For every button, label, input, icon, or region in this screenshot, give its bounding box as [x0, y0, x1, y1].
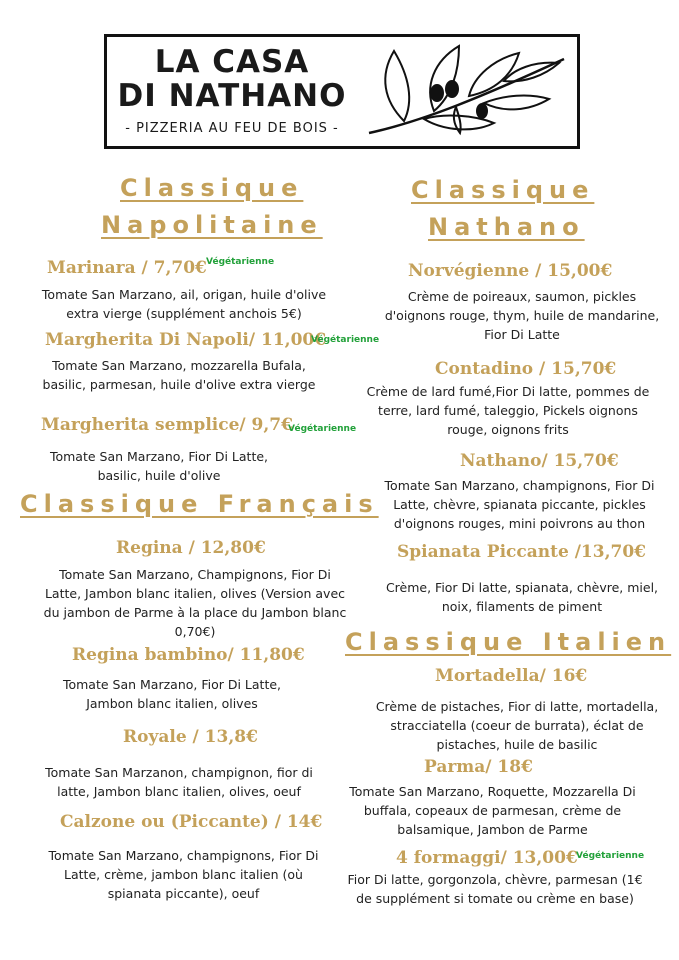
- logo-line-1: LA CASA: [154, 44, 310, 80]
- pizza-name-marinara: Marinara / 7,70€: [47, 258, 207, 278]
- pizza-desc-regina-bambino: Tomate San Marzano, Fior Di Latte, Jambon blanc italien, olives: [62, 677, 282, 711]
- pizza-name-mortadella: Mortadella/ 16€: [435, 666, 588, 686]
- pizza-name-royale: Royale / 13,8€: [123, 727, 258, 747]
- logo-box: [104, 34, 580, 149]
- pizza-desc-calzone: Tomate San Marzano, champignons, Fior Di Latte, crème, jambon blanc italien (où spianata piccante), oeuf: [48, 848, 319, 901]
- logo-line-2: DI NATHANO: [117, 78, 347, 114]
- pizza-desc-4-formaggi: Fior Di latte, gorgonzola, chèvre, parmesan (1€ de supplément si tomate ou crème en base): [347, 872, 643, 906]
- pizza-desc-contadino: Crème de lard fumé,Fior Di latte, pommes de terre, lard fumé, taleggio, Pickels oignons rouge, oignons frits: [366, 384, 650, 437]
- pizza-name-margherita-napoli: Margherita Di Napoli/ 11,00€: [45, 330, 327, 350]
- pizza-desc-spianata: Crème, Fior Di latte, spianata, chèvre, miel, noix, filaments de piment: [385, 580, 659, 614]
- pizza-name-margherita-semplice: Margherita semplice/ 9,7€: [41, 415, 293, 435]
- pizza-desc-margherita-semplice: Tomate San Marzano, Fior Di Latte, basilic, huile d'olive: [49, 449, 269, 483]
- section-title-italien: Classique Italien: [345, 628, 672, 656]
- pizza-name-regina: Regina / 12,80€: [116, 538, 266, 558]
- veg-badge: Végétarienne: [311, 335, 380, 345]
- logo-tagline: - PIZZERIA AU FEU DE BOIS -: [125, 121, 339, 136]
- section-title-napolitaine-1: Classique: [120, 174, 304, 202]
- section-title-nathano-2: Nathano: [428, 213, 585, 241]
- pizza-name-nathano: Nathano/ 15,70€: [460, 451, 619, 471]
- pizza-desc-norvegienne: Crème de poireaux, saumon, pickles d'oignons rouge, thym, huile de mandarine, Fior Di Latte: [384, 289, 660, 342]
- section-title-nathano-1: Classique: [411, 176, 595, 204]
- section-title-francais: Classique Français: [20, 490, 379, 518]
- pizza-name-regina-bambino: Regina bambino/ 11,80€: [72, 645, 305, 665]
- pizza-name-spianata: Spianata Piccante /13,70€: [397, 542, 646, 562]
- pizza-name-calzone: Calzone ou (Piccante) / 14€: [60, 812, 323, 832]
- olive-branch-icon: [364, 41, 569, 141]
- pizza-desc-regina: Tomate San Marzano, Champignons, Fior Di Latte, Jambon blanc italien, olives (Version avec du jambon de Parme à la place du Jambon blanc 0,70€): [43, 567, 347, 639]
- pizza-desc-marinara: Tomate San Marzano, ail, origan, huile d'olive extra vierge (supplément anchois 5€): [41, 287, 327, 321]
- veg-badge: Végétarienne: [288, 424, 357, 434]
- veg-badge: Végétarienne: [576, 851, 645, 861]
- pizza-desc-parma: Tomate San Marzano, Roquette, Mozzarella Di buffala, copeaux de parmesan, crème de balsamique, Jambon de Parme: [349, 784, 636, 837]
- veg-badge: Végétarienne: [206, 257, 275, 267]
- section-title-napolitaine-2: Napolitaine: [101, 211, 323, 239]
- pizza-name-4-formaggi: 4 formaggi/ 13,00€: [396, 848, 578, 868]
- pizza-desc-royale: Tomate San Marzanon, champignon, fior di latte, Jambon blanc italien, olives, oeuf: [45, 765, 313, 799]
- pizza-desc-mortadella: Crème de pistaches, Fior di latte, mortadella, stracciatella (coeur de burrata), éclat de pistaches, huile de basilic: [375, 699, 659, 752]
- pizza-desc-nathano: Tomate San Marzano, champignons, Fior Di Latte, chèvre, spianata piccante, pickles d'oignons rouges, mini poivrons au thon: [384, 478, 655, 531]
- pizza-name-parma: Parma/ 18€: [424, 757, 533, 777]
- pizza-name-norvegienne: Norvégienne / 15,00€: [408, 261, 613, 281]
- pizza-desc-margherita-napoli: Tomate San Marzano, mozzarella Bufala, basilic, parmesan, huile d'olive extra vierge: [42, 358, 316, 392]
- pizza-name-contadino: Contadino / 15,70€: [435, 359, 617, 379]
